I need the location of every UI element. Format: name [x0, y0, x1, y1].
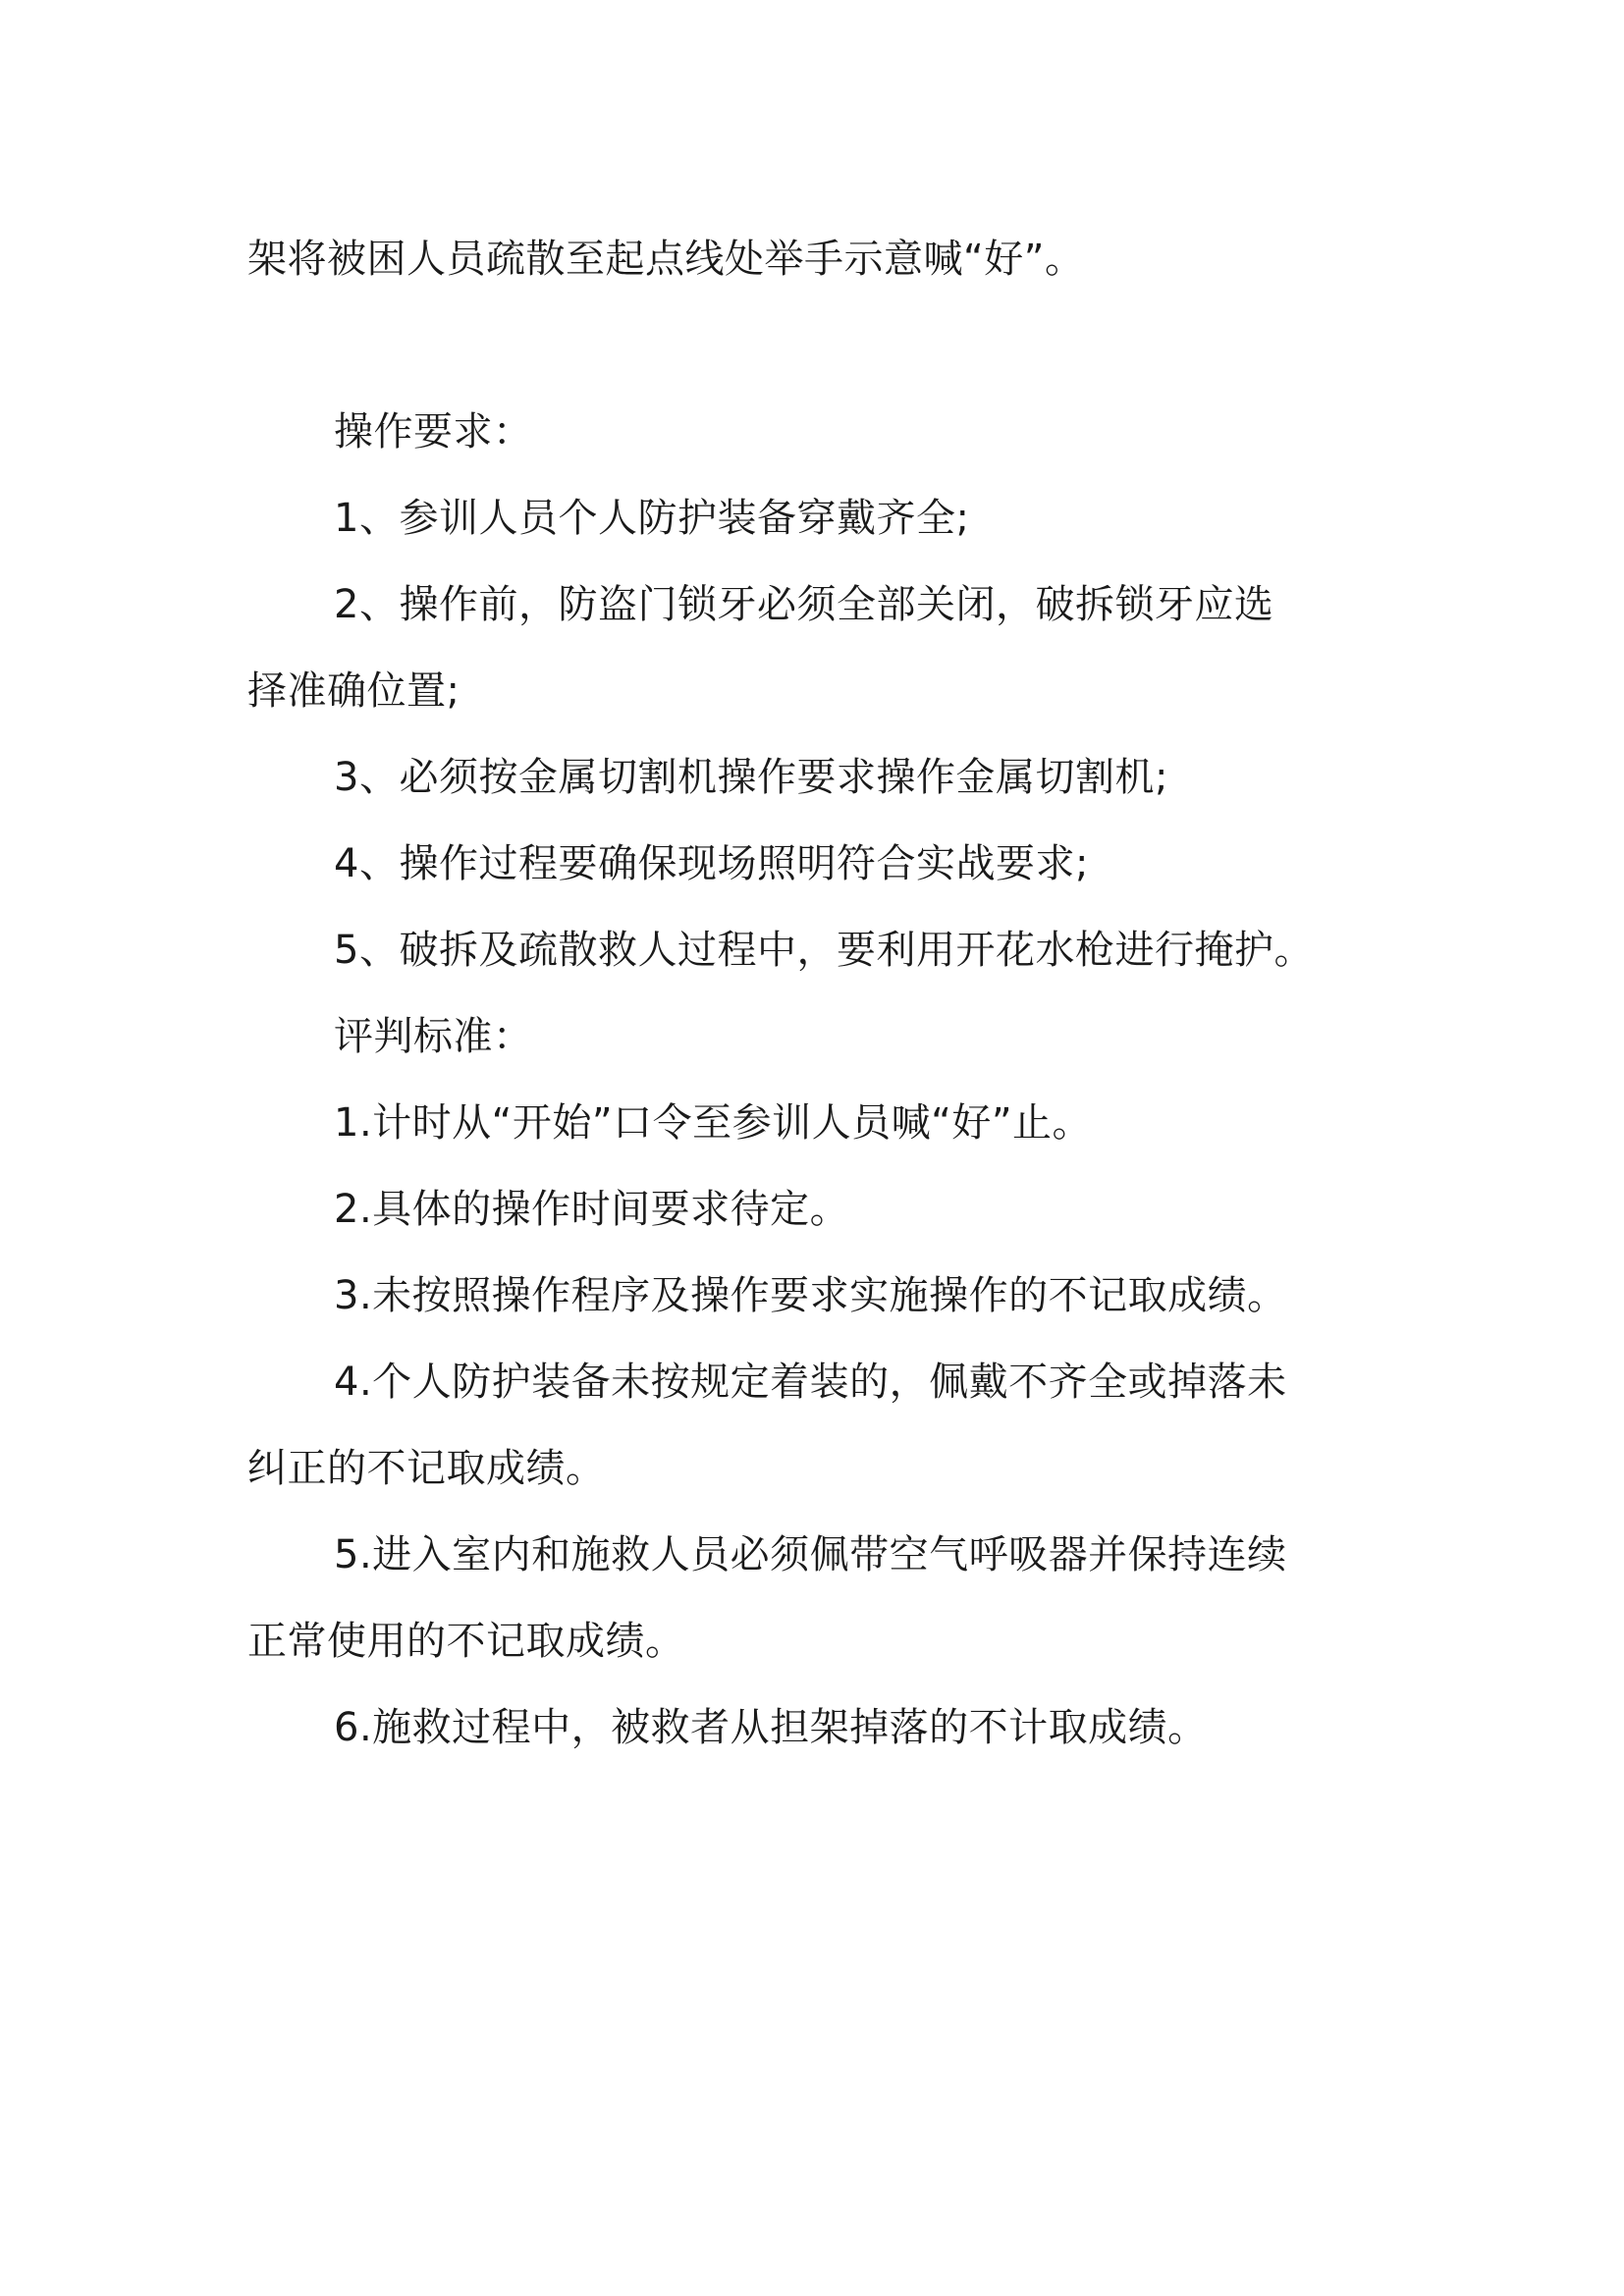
criteria-item-4: 4.个人防护装备未按规定着装的，佩戴不齐全或掉落未 [334, 1360, 1287, 1405]
criteria-item-1: 1.计时从“开始”口令至参训人员喊“好”止。 [334, 1100, 1093, 1146]
criteria-item-5: 5.进入室内和施救人员必须佩带空气呼吸器并保持连续 [334, 1532, 1287, 1577]
criteria-item-6: 6.施救过程中，被救者从担架掉落的不计取成绩。 [334, 1705, 1208, 1750]
requirement-item-2-continued: 择准确位置; [247, 668, 460, 714]
criteria-item-4-continued: 纠正的不记取成绩。 [247, 1446, 606, 1491]
criteria-item-5-continued: 正常使用的不记取成绩。 [247, 1619, 685, 1664]
criteria-item-2: 2.具体的操作时间要求待定。 [334, 1187, 850, 1232]
requirement-item-1: 1、参训人员个人防护装备穿戴齐全; [334, 496, 970, 541]
requirement-item-5: 5、破拆及疏散救人过程中，要利用开花水枪进行掩护。 [334, 928, 1314, 973]
intro-continuation: 架将被困人员疏散至起点线处举手示意喊“好”。 [247, 237, 1085, 282]
requirements-heading: 操作要求： [334, 409, 533, 454]
requirement-item-4: 4、操作过程要确保现场照明符合实战要求; [334, 841, 1089, 886]
criteria-heading: 评判标准： [334, 1014, 533, 1059]
requirement-item-2: 2、操作前，防盗门锁牙必须全部关闭，破拆锁牙应选 [334, 582, 1274, 627]
requirement-item-3: 3、必须按金属切割机操作要求操作金属切割机; [334, 755, 1168, 800]
criteria-item-3: 3.未按照操作程序及操作要求实施操作的不记取成绩。 [334, 1273, 1287, 1318]
